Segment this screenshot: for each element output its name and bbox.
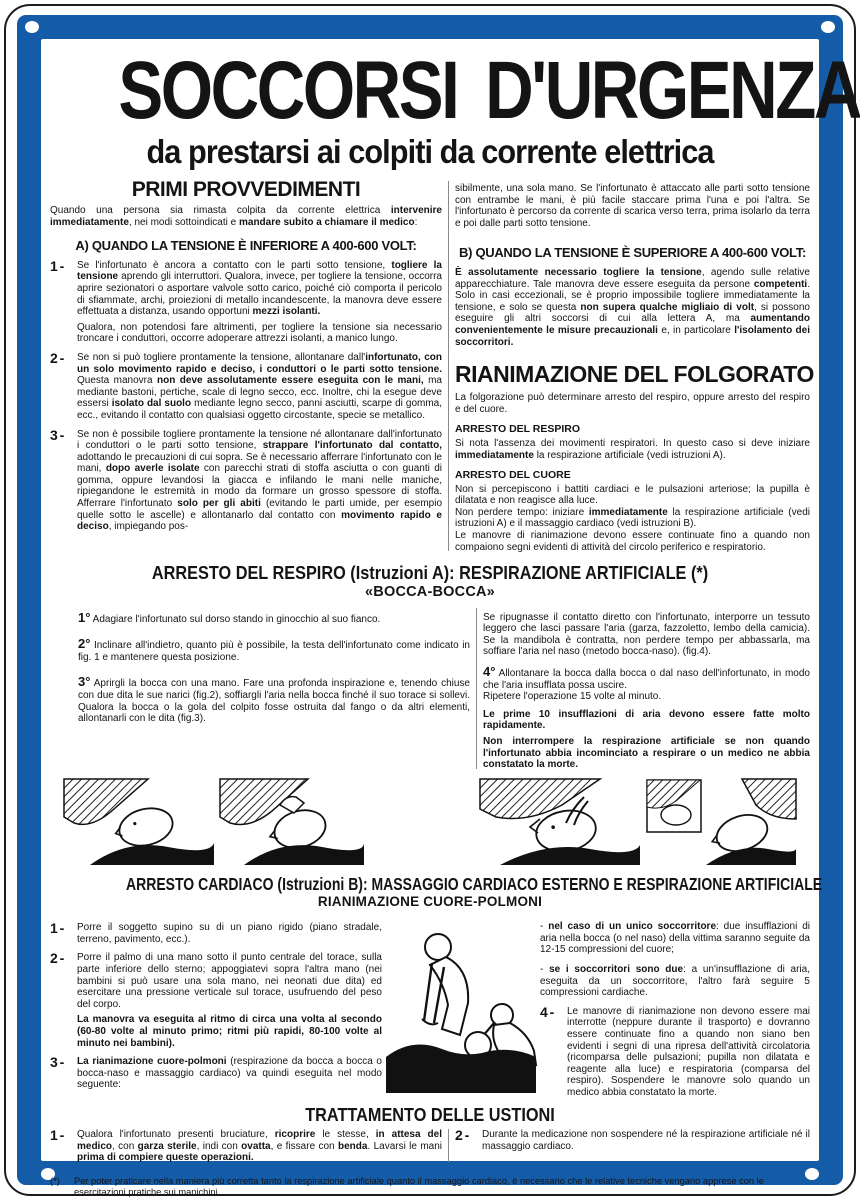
cardiaco-item-3 <box>50 1056 382 1091</box>
blue-frame <box>17 15 860 1197</box>
item-number: 3 - <box>50 1054 64 1071</box>
folgorato-heading: RIANIMAZIONE DEL FOLGORATO <box>455 361 814 388</box>
cardiaco-item-4 <box>540 1003 810 1099</box>
footnote-text: Per poter praticare nella maniera più corretta tanto la respirazione artificiale quanto il massaggio cardiaco, è necessario che le relative tecniche vengano apprese con le esercitazioni pratiche sui manichini. <box>74 1175 764 1197</box>
primi-item-3-text: Se non è possibile togliere prontamente la tensione né allontanare dall'infortunato i conduttori o le parti sotto tensione, strappare l'infortunato dal contatto, adottando le precauzioni di cui sopra. Se è necessario afferrare l'infortunato con le mani, dopo averle isolate con parecchi strati di stoffa asciutta o con guanti di gomma, oppure levandosi la giacca e infilando le mani nelle maniche, ripiegandone le estremità in modo da formare un grosso spessore di stoffa. Afferrare l'infortunato solo per gli abiti (evitando le parti umide, per esempio quelle sotto le ascelle) e allontanarlo dal contatto con movimento rapido e deciso, impiegando pos- <box>77 428 442 533</box>
ustioni-right-column <box>455 1127 810 1164</box>
cpr-two-rescuers-illustration <box>386 925 536 1093</box>
cardiaco-item-1 <box>50 922 382 945</box>
item-number: 1 - <box>50 257 64 274</box>
primi-item-3 <box>50 426 442 533</box>
section-primi-provvedimenti <box>50 178 814 553</box>
poster-subtitle: da prestarsi ai colpiti da corrente elettrica <box>146 132 714 170</box>
item-number: 4 - <box>540 1003 554 1020</box>
step-number: 4° <box>483 664 496 680</box>
item-number: 1 - <box>50 920 64 937</box>
poster-content <box>41 39 860 1197</box>
primi-right-column <box>455 179 814 553</box>
screw-top-left-icon <box>25 21 39 33</box>
section-arresto-cardiaco <box>50 873 823 1099</box>
primi-item-1-text: Se l'infortunato è ancora a contatto con le parti sotto tensione, togliere la tensione aprendo gli interruttori. Qualora, invece, per togliere la tensione, occorra aprire sezionatori o asportare valvole sotto carico, poiché ciò comporta il pericolo di sfiammate, archi, proiezioni di metallo incandescente, la manovra deve essere effettuata a distanza, usando opportuni mezzi isolanti. <box>77 259 442 318</box>
respirazione-bold-1: Le prime 10 insufflazioni di aria devono essere fatte molto rapidamente. <box>483 708 810 732</box>
item-number: 3 - <box>50 426 64 443</box>
item-number: 2 - <box>50 950 64 967</box>
column-divider <box>476 608 477 769</box>
cardiaco-item-1-text: Porre il soggetto supino su di un piano rigido (piano stradale, terreno, pavimento, ecc.). <box>77 922 382 945</box>
primi-item-2 <box>50 349 442 422</box>
respirazione-right-column <box>483 606 810 771</box>
step-4-line2: Ripetere l'operazione 15 volte al minuto. <box>483 691 662 703</box>
ustioni-item-1-text: Qualora l'infortunato presenti bruciature, ricoprire le stesse, in attesa del medico, con garza sterile, indi con ovatta, e fissare con benda. Lavarsi le mani prima di compiere queste operazioni. <box>77 1128 442 1164</box>
cardiaco-two-rescuers: - se i soccorritori sono due: a un'insufflazione di aria, eseguita da un soccorritore, l'altro farà seguire 5 compressioni cardiache. <box>540 963 810 999</box>
heading-tensione-superiore: B) QUANDO LA TENSIONE È SUPERIORE A 400-600 VOLT: <box>459 244 806 260</box>
cardiaco-subheading: RIANIMAZIONE CUORE-POLMONI <box>317 894 543 910</box>
folgorato-intro: La folgorazione può determinare arresto del respiro, oppure arresto del respiro e del cuore. <box>455 392 810 415</box>
cardiaco-center-figure <box>382 915 540 1098</box>
primi-heading: PRIMI PROVVEDIMENTI <box>131 178 361 202</box>
ustioni-item-2-text: Durante la medicazione non sospendere né la respirazione artificiale né il massaggio cardiaco. <box>482 1128 810 1152</box>
item-number: 1 - <box>50 1126 64 1143</box>
column-divider <box>448 1129 449 1162</box>
respirazione-bold-2: Non interrompere la respirazione artificiale se non quando l'infortunato abbia incominciato a respirare o un medico ne abbia constatato la morte. <box>483 736 810 771</box>
fig-3-clearing-the-mouth <box>480 779 640 865</box>
respirazione-right-para: Se ripugnasse il contatto diretto con l'infortunato, interporre un tessuto leggero che lasci passare l'aria (garza, fazzoletto, lembo della camicia). Se la mandibola è contratta, non perdere tempo per abbassarla, ma soffiare l'aria nel naso (metodo bocca-naso). (fig.4). <box>483 611 810 658</box>
fig-1-head-tilted-back <box>64 779 214 865</box>
cardiaco-left-column <box>50 915 382 1098</box>
cardiaco-item-4-text: Le manovre di rianimazione non devono essere mai interrotte (neppure durante il trasporto) e dovranno essere continuate fino a quando non siano ben evidenti i segni di una ripresa dell'attività circolatoria (ricomparsa delle pulsazioni; pupilla non dilatata e reagente alla luce) e respiratoria (comparsa del respiro). Sospendere le manovre solo quando un medico abbia constatato la morte. <box>567 1005 810 1098</box>
cardiaco-item-2 <box>50 952 382 1049</box>
ustioni-left-column <box>50 1127 442 1164</box>
arresto-cuore-heading: ARRESTO DEL CUORE <box>455 469 571 482</box>
primi-item-1-text-2: Qualora, non potendosi fare altrimenti, per togliere la tensione sia necessario troncare i conduttori, occorre adoperare attrezzi isolanti, a manico lungo. <box>77 321 442 345</box>
arresto-respiro-heading: ARRESTO DEL RESPIRO <box>455 423 581 436</box>
respirazione-heading: ARRESTO DEL RESPIRO (Istruzioni A): RESPIRAZIONE ARTIFICIALE (*) <box>151 562 709 584</box>
item-number: 2 - <box>50 349 64 366</box>
column-divider <box>448 181 449 551</box>
heading-tensione-inferiore: A) QUANDO LA TENSIONE È INFERIORE A 400-600 VOLT: <box>75 237 417 253</box>
primi-item-2-text: Se non si può togliere prontamente la tensione, allontanare dall'infortunato, con un solo movimento rapido e deciso, i conduttori o le parti sotto tensione. Questa manovra non deve assolutamente essere eseguita con le mani, ma mediante bastoni, pertiche, scale di legno secco, ecc. Inoltre, chi la esegue deve essersi isolato dal suolo mediante legno secco, panni asciutti, scarpe di gomma, ecc., evitando il contatto con qualsiasi oggetto circostante, specie se metallico. <box>77 351 442 421</box>
screw-top-right-icon <box>821 21 835 33</box>
tensione-superiore-text: È assolutamente necessario togliere la tensione, agendo sulle relative apparecchiature. Tale manovra deve essere eseguita da persone competenti. Solo in casi eccezionali, se è proprio impossibile togliere immediatamente la tensione, e solo se questa non supera qualche migliaio di volt, si possono eseguire gli altri soccorsi di cui alla lettera A, ma aumentando convenientemente le misure precauzionali e, in particolare l'isolamento dei soccorritori. <box>455 266 810 348</box>
cardiaco-item-2-text: Porre il palmo di una mano sotto il punto centrale del torace, sulla parte inferiore dello sterno; appoggiatevi sopra l'altra mano (nei bambini si può usare una sola mano, nei neonati due dita) ed esercitare una pressione verticale sul torace, usufruendo del peso del corpo. <box>77 952 382 1010</box>
figures-row <box>50 779 810 865</box>
fig-2-mouth-to-mouth-nose-pinched <box>220 779 364 865</box>
arresto-cuore-p1: Non si percepiscono i battiti cardiaci e le pulsazioni arteriose; la pupilla è dilatata e non reagisce alla luce. <box>455 483 810 507</box>
primi-intro: Quando una persona sia rimasta colpita da corrente elettrica intervenire immediatamente, nei modi sottoindicati e mandare subito a chiamare il medico: <box>50 205 442 228</box>
item-number: 2 - <box>455 1126 469 1143</box>
primi-item-3-continuation: sibilmente, una sola mano. Se l'infortunato è attaccato alle parti sotto tensione con entrambe le mani, è più facile staccare prima l'una e poi l'altra. Se l'infortunato è percorso da corrente di scarica verso terra, prima isolarlo da terra e poi dalle parti sotto tensione. <box>455 183 810 230</box>
ustioni-item-1 <box>50 1126 442 1164</box>
section-respirazione-artificiale <box>50 563 810 865</box>
step-number: 1° <box>78 609 91 625</box>
arresto-respiro-text: Si nota l'assenza dei movimenti respiratori. In questo caso si deve iniziare immediatamente la respirazione artificiale (vedi istruzioni A). <box>455 437 810 461</box>
footnote-marker: (*) <box>50 1175 60 1186</box>
ustioni-heading: TRATTAMENTO DELLE USTIONI <box>305 1103 555 1125</box>
cardiaco-heading: ARRESTO CARDIACO (Istruzioni B): MASSAGGIO CARDIACO ESTERNO E RESPIRAZIONE ARTIFICIALE <box>126 873 823 894</box>
primi-left-column <box>50 179 442 553</box>
cardiaco-item-3-text: La rianimazione cuore-polmoni (respirazione da bocca a bocca o bocca-naso e massaggio cardiaco) va quindi eseguita nel modo seguente: <box>77 1056 382 1091</box>
fig-4-mouth-to-nose <box>646 779 796 865</box>
respirazione-left-column <box>50 606 470 771</box>
footnote <box>50 1176 810 1198</box>
cardiaco-item-2-bold: La manovra va eseguita al ritmo di circa una volta al secondo (60-80 volte al minuto primo; ritmi più rapidi, 80-100 volte al minuto nei bambini). <box>77 1014 382 1049</box>
arresto-cuore-p2: Non perdere tempo: iniziare immediatamente la respirazione artificiale (vedi istruzioni A) e il massaggio cardiaco (vedi istruzioni B). <box>455 506 810 530</box>
step-1: 1° Adagiare l'infortunato sul dorso stando in ginocchio al suo fianco. <box>78 609 381 625</box>
step-number: 3° <box>78 674 91 690</box>
cardiaco-one-rescuer: - nel caso di un unico soccorritore: due insufflazioni di aria nella bocca (o nel naso) della vittima saranno seguite da 12-15 compressioni del cuore; <box>540 921 810 956</box>
ustioni-item-2 <box>455 1126 810 1152</box>
cardiaco-right-column <box>540 915 810 1098</box>
arresto-cuore-p3: Le manovre di rianimazione devono essere continuate fino a quando non compaiono segni evidenti di attività del circolo periferico e respiratorio. <box>455 530 810 553</box>
step-number: 2° <box>78 636 91 652</box>
respirazione-subheading: «BOCCA-BOCCA» <box>365 583 495 600</box>
step-2: 2° Inclinare all'indietro, quanto più è possibile, la testa dell'infortunato come indicato in fig. 1 e mantenere questa posizione. <box>78 636 470 663</box>
poster-title: SOCCORSI D'URGENZA <box>118 45 860 136</box>
step-3: 3° Aprirgli la bocca con una mano. Fare una profonda inspirazione e, tenendo chiuse con due dita le sue narici (fig.2), soffiargli l'aria nella bocca finché il suo torace si sollevi. Qualora la bocca o la gola del colpito fosse ostruita dal fango o da altri elementi, allontanarli con le dita (fig.3). <box>78 674 470 725</box>
step-4: 4° Allontanare la bocca dalla bocca o dal naso dell'infortunato, in modo che l'aria insufflata possa uscire. <box>483 664 810 691</box>
primi-item-1 <box>50 257 442 345</box>
section-trattamento-ustioni <box>50 1105 810 1164</box>
